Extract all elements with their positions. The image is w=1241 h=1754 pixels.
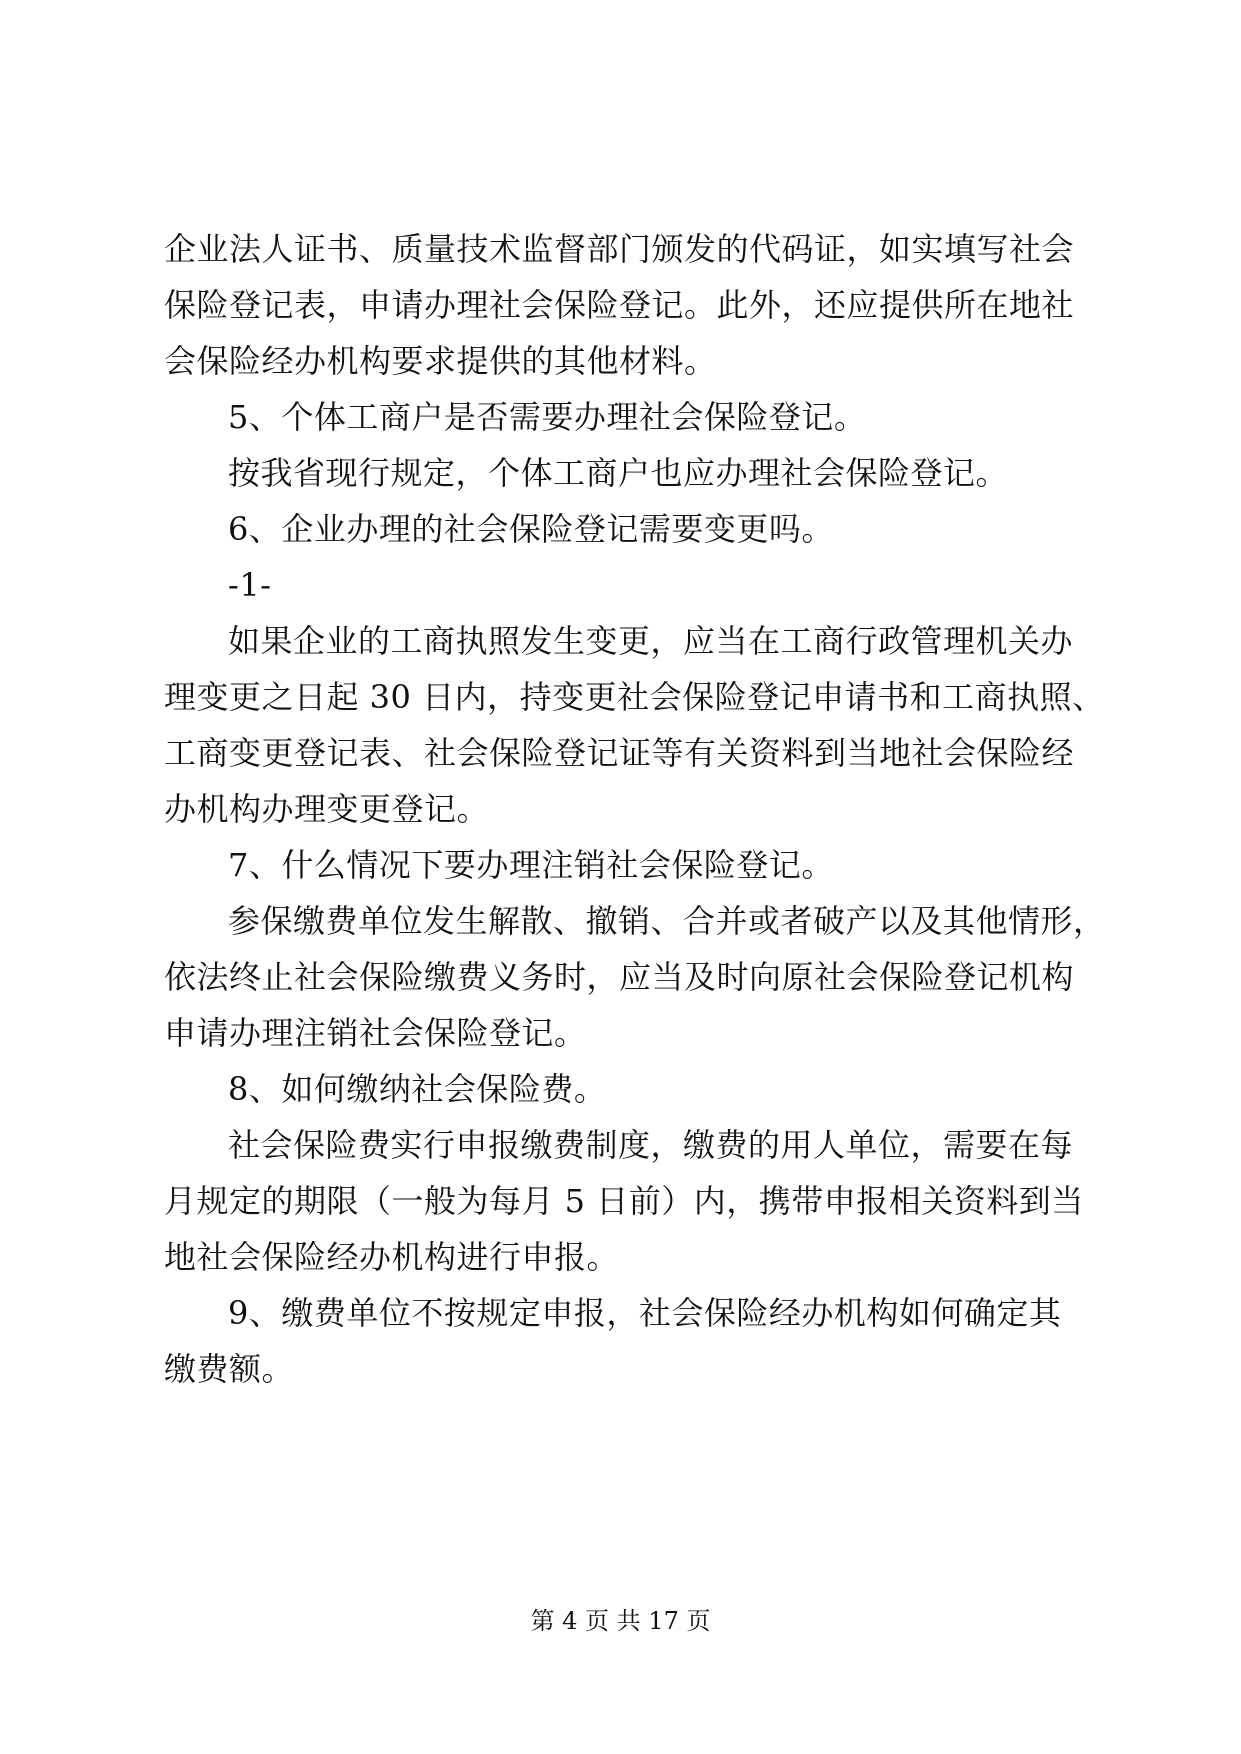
question-heading: 7、什么情况下要办理注销社会保险登记。 bbox=[228, 846, 834, 884]
paragraph-line: 保险登记表，申请办理社会保险登记。此外，还应提供所在地社 bbox=[164, 286, 1075, 324]
question-heading: 6、企业办理的社会保险登记需要变更吗。 bbox=[228, 510, 834, 548]
paragraph-line: 工商变更登记表、社会保险登记证等有关资料到当地社会保险经 bbox=[164, 734, 1075, 772]
paragraph-line: 理变更之日起 30 日内，持变更社会保险登记申请书和工商执照、 bbox=[164, 678, 1105, 716]
paragraph-line: 月规定的期限（一般为每月 5 日前）内，携带申报相关资料到当 bbox=[164, 1182, 1084, 1220]
page-footer: 第 4 页 共 17 页 bbox=[530, 1607, 711, 1635]
paragraph-line: 如果企业的工商执照发生变更，应当在工商行政管理机关办 bbox=[228, 622, 1074, 660]
paragraph-line: 地社会保险经办机构进行申报。 bbox=[164, 1238, 620, 1276]
paragraph-line: 办机构办理变更登记。 bbox=[164, 790, 490, 828]
page-marker: -1- bbox=[228, 566, 272, 604]
paragraph-line: 参保缴费单位发生解散、撤销、合并或者破产以及其他情形， bbox=[228, 902, 1106, 940]
paragraph-line: 按我省现行规定，个体工商户也应办理社会保险登记。 bbox=[228, 454, 1009, 492]
paragraph-line: 企业法人证书、质量技术监督部门颁发的代码证，如实填写社会 bbox=[164, 230, 1075, 268]
paragraph-line: 缴费额。 bbox=[164, 1350, 295, 1388]
paragraph-line: 会保险经办机构要求提供的其他材料。 bbox=[164, 342, 717, 380]
question-heading: 5、个体工商户是否需要办理社会保险登记。 bbox=[228, 398, 867, 436]
paragraph-line: 申请办理注销社会保险登记。 bbox=[164, 1014, 587, 1052]
question-heading: 8、如何缴纳社会保险费。 bbox=[228, 1070, 607, 1108]
paragraph-line: 依法终止社会保险缴费义务时，应当及时向原社会保险登记机构 bbox=[164, 958, 1075, 996]
question-heading: 9、缴费单位不按规定申报，社会保险经办机构如何确定其 bbox=[228, 1294, 1062, 1332]
paragraph-line: 社会保险费实行申报缴费制度，缴费的用人单位，需要在每 bbox=[228, 1126, 1074, 1164]
